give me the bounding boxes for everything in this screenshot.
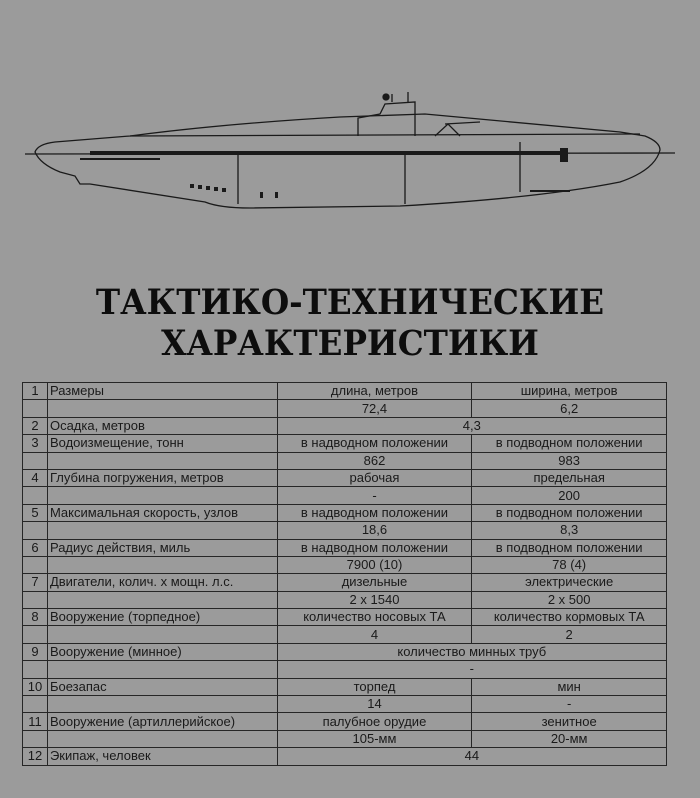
parameter-label-cell: Водоизмещение, тонн: [47, 435, 277, 452]
table-row: [23, 696, 667, 713]
parameter-label-cell: [47, 661, 277, 678]
row-number-cell: 3: [23, 435, 48, 452]
value-cell-col2: зенитное: [472, 713, 667, 730]
table-row: [23, 400, 667, 417]
value-cell-col2: 78 (4): [472, 556, 667, 573]
row-number-cell: 5: [23, 504, 48, 521]
submarine-illustration: [20, 92, 680, 212]
table-row: [23, 383, 667, 400]
value-cell-col1: 18,6: [277, 522, 472, 539]
table-row: [23, 504, 667, 521]
table-row: [23, 469, 667, 486]
value-cell-col2: 983: [472, 452, 667, 469]
table-row: [23, 643, 667, 660]
value-cell-col1: торпед: [277, 678, 472, 695]
specifications-table: [22, 382, 667, 766]
parameter-label-cell: [47, 400, 277, 417]
row-number-cell: 10: [23, 678, 48, 695]
value-cell-col1: в надводном положении: [277, 539, 472, 556]
value-cell-col2: 8,3: [472, 522, 667, 539]
row-number-cell: [23, 487, 48, 504]
value-cell-col1: 7900 (10): [277, 556, 472, 573]
row-number-cell: [23, 696, 48, 713]
row-number-cell: 8: [23, 609, 48, 626]
title-line-1: ТАКТИКО-ТЕХНИЧЕСКИЕ: [95, 282, 605, 323]
parameter-label-cell: [47, 452, 277, 469]
value-cell-col2: электрические: [472, 574, 667, 591]
row-number-cell: 6: [23, 539, 48, 556]
row-number-cell: 4: [23, 469, 48, 486]
table-row: [23, 574, 667, 591]
table-row: [23, 522, 667, 539]
value-cell-col1: -: [277, 487, 472, 504]
table-row: [23, 591, 667, 608]
value-cell-col1: 4: [277, 626, 472, 643]
parameter-label-cell: [47, 591, 277, 608]
parameter-label-cell: Радиус действия, миль: [47, 539, 277, 556]
row-number-cell: 2: [23, 417, 48, 434]
value-cell-col1: количество носовых ТА: [277, 609, 472, 626]
parameter-label-cell: Размеры: [47, 383, 277, 400]
value-cell-col2: 2 х 500: [472, 591, 667, 608]
parameter-label-cell: Вооружение (артиллерийское): [47, 713, 277, 730]
row-number-cell: [23, 730, 48, 747]
row-number-cell: 11: [23, 713, 48, 730]
value-cell-col1: рабочая: [277, 469, 472, 486]
table-row: [23, 487, 667, 504]
value-cell-col1: 72,4: [277, 400, 472, 417]
value-cell-col2: 2: [472, 626, 667, 643]
value-cell-col1: 14: [277, 696, 472, 713]
table-row: [23, 678, 667, 695]
value-cell-col2: ширина, метров: [472, 383, 667, 400]
table-row: [23, 626, 667, 643]
value-cell-col2: 200: [472, 487, 667, 504]
value-cell-col1: в надводном положении: [277, 435, 472, 452]
value-cell-col2: 6,2: [472, 400, 667, 417]
value-cell-col2: в подводном положении: [472, 539, 667, 556]
row-number-cell: [23, 626, 48, 643]
parameter-label-cell: [47, 487, 277, 504]
parameter-label-cell: Боезапас: [47, 678, 277, 695]
row-number-cell: [23, 661, 48, 678]
table-row: [23, 661, 667, 678]
value-cell-col2: мин: [472, 678, 667, 695]
row-number-cell: 1: [23, 383, 48, 400]
merged-value-cell: -: [277, 661, 666, 678]
table-row: [23, 556, 667, 573]
value-cell-col1: 105-мм: [277, 730, 472, 747]
row-number-cell: 12: [23, 748, 48, 765]
table-row: [23, 539, 667, 556]
value-cell-col1: длина, метров: [277, 383, 472, 400]
value-cell-col1: 2 х 1540: [277, 591, 472, 608]
parameter-label-cell: Вооружение (торпедное): [47, 609, 277, 626]
merged-value-cell: 4,3: [277, 417, 666, 434]
parameter-label-cell: [47, 696, 277, 713]
table-row: [23, 417, 667, 434]
parameter-label-cell: Глубина погружения, метров: [47, 469, 277, 486]
merged-value-cell: 44: [277, 748, 666, 765]
table-row: [23, 452, 667, 469]
row-number-cell: 7: [23, 574, 48, 591]
parameter-label-cell: Осадка, метров: [47, 417, 277, 434]
row-number-cell: [23, 400, 48, 417]
table-row: [23, 435, 667, 452]
row-number-cell: [23, 591, 48, 608]
merged-value-cell: количество минных труб: [277, 643, 666, 660]
value-cell-col2: количество кормовых ТА: [472, 609, 667, 626]
value-cell-col1: палубное орудие: [277, 713, 472, 730]
row-number-cell: [23, 556, 48, 573]
parameter-label-cell: Вооружение (минное): [47, 643, 277, 660]
page-title: [25, 282, 676, 364]
row-number-cell: 9: [23, 643, 48, 660]
value-cell-col2: -: [472, 696, 667, 713]
parameter-label-cell: [47, 556, 277, 573]
table-row: [23, 748, 667, 765]
title-line-2: ХАРАКТЕРИСТИКИ: [161, 323, 539, 364]
value-cell-col2: предельная: [472, 469, 667, 486]
parameter-label-cell: [47, 626, 277, 643]
value-cell-col2: в подводном положении: [472, 435, 667, 452]
parameter-label-cell: Экипаж, человек: [47, 748, 277, 765]
value-cell-col1: в надводном положении: [277, 504, 472, 521]
parameter-label-cell: [47, 522, 277, 539]
table-row: [23, 609, 667, 626]
value-cell-col1: 862: [277, 452, 472, 469]
row-number-cell: [23, 522, 48, 539]
parameter-label-cell: Максимальная скорость, узлов: [47, 504, 277, 521]
table-row: [23, 730, 667, 747]
parameter-label-cell: Двигатели, колич. х мощн. л.с.: [47, 574, 277, 591]
row-number-cell: [23, 452, 48, 469]
value-cell-col2: в подводном положении: [472, 504, 667, 521]
parameter-label-cell: [47, 730, 277, 747]
value-cell-col2: 20-мм: [472, 730, 667, 747]
value-cell-col1: дизельные: [277, 574, 472, 591]
table-row: [23, 713, 667, 730]
